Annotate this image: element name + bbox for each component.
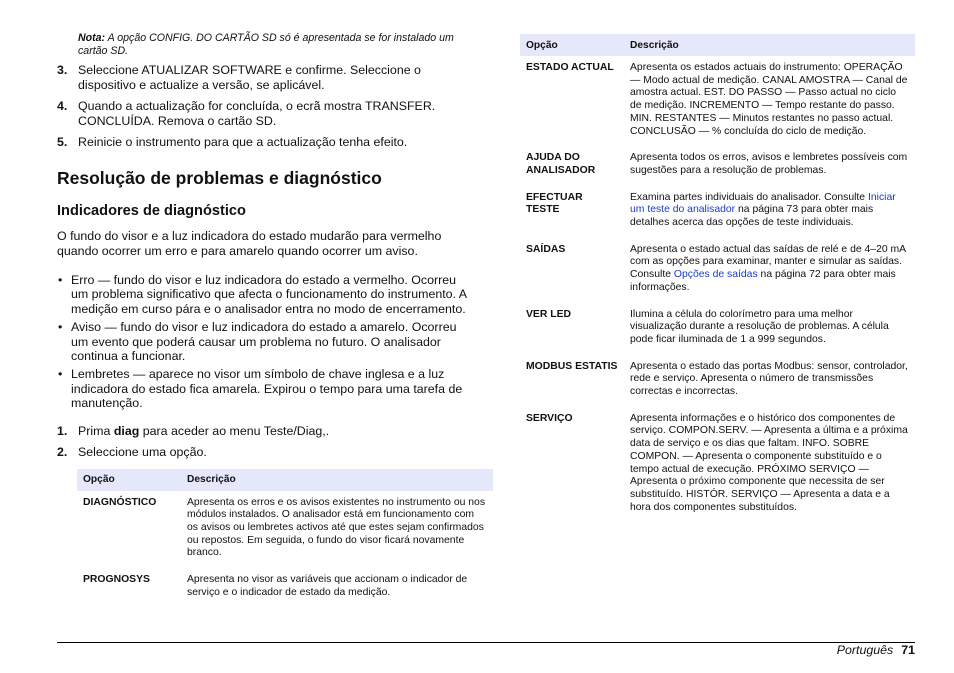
link-opcoes-saidas[interactable]: Opções de saídas [673,269,758,281]
description-cell: Apresenta todos os erros, avisos e lembretes possíveis com sugestões para a resolução de problemas. [630,152,908,176]
description-cell: Ilumina a célula do colorímetro para uma melhor visualização durante a resolução de problemas. A célula pode ficar iluminada de 1 a 999 segundos. [630,308,889,345]
intro-paragraph: O fundo do visor e a luz indicadora do estado mudarão para vermelho quando ocorrer um erro e para amarelo quando ocorrer um aviso. [57,229,442,258]
option-cell: VER LED [526,308,572,320]
note [78,32,473,58]
description-text: na página 72 para obter mais informações. [630,269,896,293]
step-number: 2. [57,444,68,459]
step-number: 1. [57,423,68,438]
subsection-heading: Indicadores de diagnóstico [57,203,246,219]
step-3 [57,63,473,93]
table-row [77,491,493,575]
option-cell: PROGNOSYS [83,574,150,586]
table-row [520,413,915,529]
description-text: Examina partes individuais do analisador. Consulte [630,191,868,203]
header-option: Opção [77,469,181,491]
table-row [520,244,915,309]
list-item-text: Lembretes — aparece no visor um símbolo de chave inglesa e a luz indicadora do estado fica amarela. Expirou o tempo para uma tarefa de manutenção. [71,367,463,411]
step-text: Seleccione ATUALIZAR SOFTWARE e confirme. Seleccione o dispositivo e actualize a versão, se aplicável. [78,63,421,92]
left-column [57,32,486,614]
description-text: Apresenta o estado actual das saídas de relé e de 4–20 mA com as opções para examinar, manter e simular as saídas. Consulte [630,243,906,281]
step-text: para aceder ao menu Teste/Diag,. [139,423,330,438]
step-text: Reinicie o instrumento para que a actualização tenha efeito. [78,135,408,149]
bullet-icon: • [58,273,63,287]
right-column [520,34,915,528]
option-cell: EFECTUAR TESTE [526,191,583,216]
description-cell: Apresenta os erros e os avisos existentes no instrumento ou nos módulos instalados. O analisador está em funcionamento com os avisos ou lembretes activos até que estes sejam confirmados ou repostos. Em seguida, o fundo do visor ficará novamente branco. [187,496,486,559]
steps-bottom [57,424,473,460]
table-row [520,152,915,191]
step-number: 3. [57,63,68,77]
list-item [57,320,473,363]
description-cell [624,244,915,309]
bullet-icon: • [58,320,63,335]
table-header-row [520,34,915,56]
table-header-row [77,469,493,491]
option-cell: SAÍDAS [526,243,566,255]
indicator-list [57,273,473,411]
list-item-text: Aviso — fundo do visor e luz indicadora do estado a amarelo. Ocorreu um evento que poderá causar um problema no futuro. O analisador continua a funcionar. [71,320,457,364]
section-heading: Resolução de problemas e diagnóstico [57,168,382,188]
step-number: 5. [57,135,68,149]
option-cell: SERVIÇO [526,412,573,424]
description-text: na página 73 para obter mais detalhes acerca das opções de teste individuais. [630,204,874,229]
list-item [57,367,473,410]
options-table-left [77,469,493,614]
description-cell [624,192,915,244]
options-table-right [520,34,915,528]
note-label: Nota: [78,32,106,44]
header-description: Descrição [624,34,915,56]
list-item-text: Erro — fundo do visor e luz indicadora do estado a vermelho. Ocorreu um problema significativo que afecta o funcionamento do instrumento. A medição em curso pára e o analisador entra no modo de encerramento. [71,273,467,316]
table-row [520,361,915,413]
step-number: 4. [57,99,68,113]
table-row [520,56,915,152]
note-text: A opção CONFIG. DO CARTÃO SD só é apresentada se for instalado um cartão SD. [78,32,454,57]
header-description: Descrição [181,469,493,491]
page-number: 71 [901,643,915,657]
header-option: Opção [520,34,624,56]
step-1 [57,424,473,439]
bullet-icon: • [58,367,63,382]
step-text: Seleccione uma opção. [78,444,207,459]
step-5 [57,135,473,150]
option-cell: DIAGNÓSTICO [83,496,157,508]
footer-divider [57,642,915,643]
diag-key-label: diag [113,423,140,438]
description-cell: Apresenta no visor as variáveis que accionam o indicador de serviço e o indicador de estado da medição. [187,574,468,598]
description-cell: Apresenta o estado das portas Modbus: sensor, controlador, rede e serviço. Apresenta o número de transmissões correctas e incorrectas. [630,360,908,398]
step-2 [57,445,473,460]
step-text: Quando a actualização for concluída, o ecrã mostra TRANSFER. CONCLUÍDA. Remova o cartão SD. [78,99,436,128]
table-row [77,574,493,613]
table-row [520,309,915,361]
description-cell: Apresenta os estados actuais do instrumento: OPERAÇÃO — Modo actual de medição. CANAL AMOSTRA — Canal de amostra actual. EST. DO PASSO — Passo actual no ciclo de medição. INCREMENTO — Tempo restante do passo. MIN. RESTANTES — Minutos restantes no passo actual. CONCLUSÃO — % concluída do ciclo de medição. [630,62,908,137]
option-cell: MODBUS ESTATIS [526,360,618,372]
page-footer [837,643,915,657]
option-cell: AJUDA DO ANALISADOR [526,152,596,176]
step-4 [57,99,473,129]
table-row [520,192,915,244]
list-item [57,273,473,316]
link-iniciar-teste[interactable]: Iniciar um teste do analisador [630,191,896,216]
footer-language: Português [836,643,894,657]
option-cell: ESTADO ACTUAL [526,62,614,73]
description-cell: Apresenta informações e o histórico dos componentes de serviço. COMPON.SERV. — Apresenta a última e a próxima data de serviço e os dias que faltam. INFO. SOBRE COMPON. — Apresenta o componente substituído e o tempo actual de execução. PRÓXIMO SERVIÇO — Apresenta o próximo componente que necessita de ser substituído. HISTÓR. SERVIÇO — Apresenta a data e a hora dos componentes substituídos. [630,412,908,513]
step-text: Prima [78,423,114,438]
